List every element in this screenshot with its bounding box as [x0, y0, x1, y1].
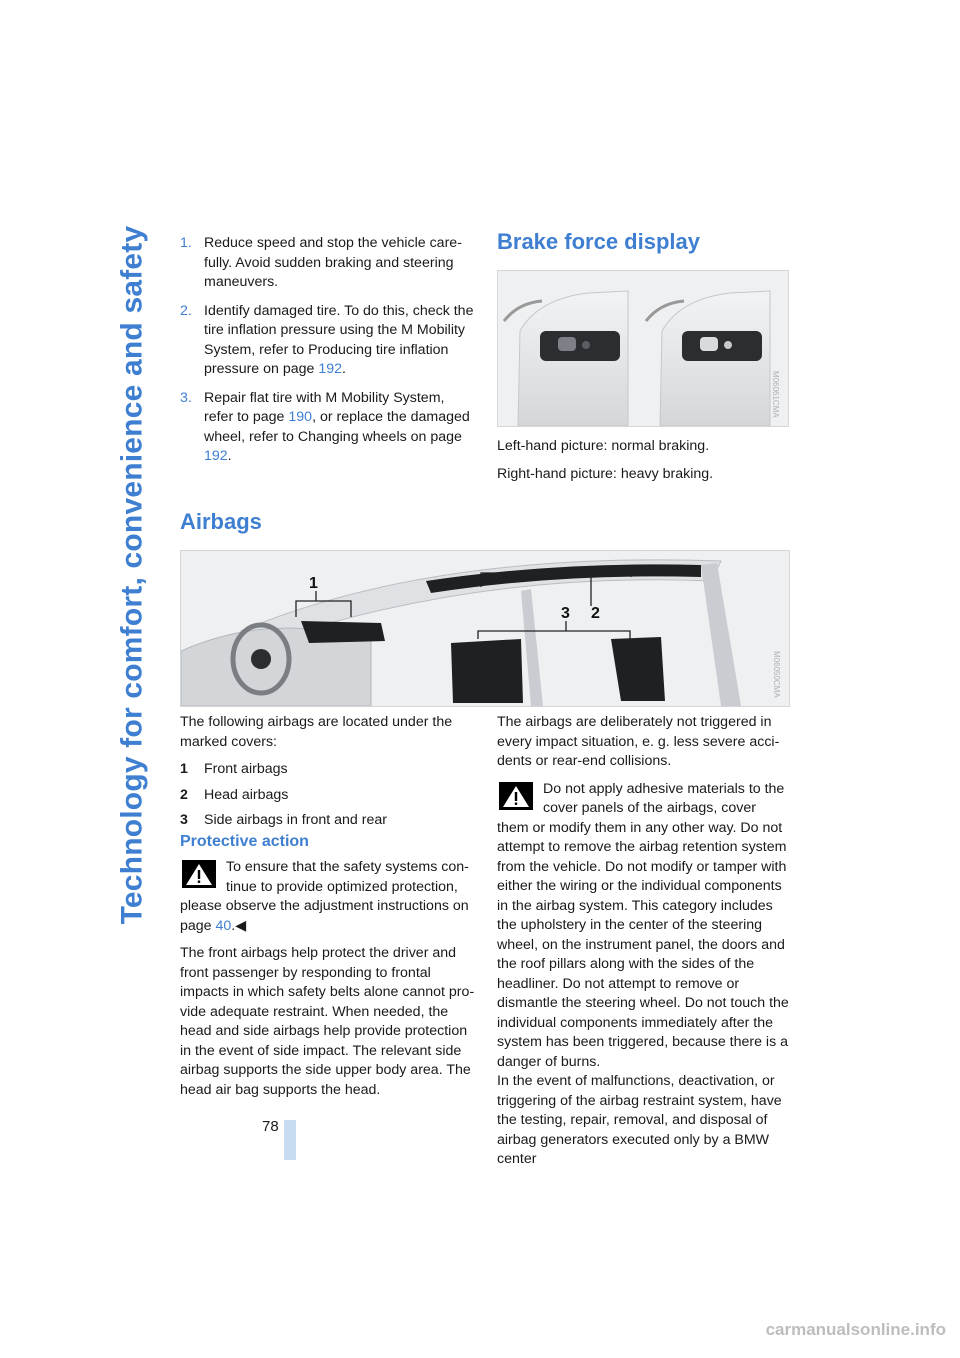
warning-do-not-modify-text: Do not apply adhesive materials to the cover panels of the airbags, cover them or modify them in any other way. Do not attempt to remove the airbag retention system from the vehicle. Do not modify or tamper with either the wiring or the individual components in the airbag system. This category includes the upholstery in the center of the steering wheel, on the instrument panel, the doors and the roof pillars along with the sides of the headliner. Do not attempt to remove or dismantle the steering wheel. Do not touch the individual components immediately after the system has been triggered, because there is a danger of burns.: [497, 780, 789, 1070]
step-number: 3.: [180, 389, 192, 406]
warning-text: .◀: [231, 917, 247, 934]
step-number: 2.: [180, 302, 192, 319]
step-text: .: [342, 361, 346, 377]
warning-adjustment-text: [180, 859, 469, 934]
airbag-callout-2: 2: [591, 605, 600, 622]
step-text: Reduce speed and stop the vehicle carefully. Avoid sudden braking and steering maneuvers.: [204, 235, 462, 290]
legend-item: [180, 811, 476, 831]
legend-label: Head airbags: [204, 786, 289, 803]
protective-action-text: [180, 858, 476, 1108]
legend-label: Front airbags: [204, 761, 288, 777]
page-number: 78: [262, 1118, 279, 1135]
warning-triangle-icon: [182, 860, 216, 888]
warning-adjustment: [180, 858, 476, 936]
legend-item: [180, 760, 476, 780]
airbags-left-column: [180, 713, 476, 837]
warning-text: To ensure that the safety systems continue to provide optimized protection, please observe the adjustment instructions on page: [180, 859, 469, 934]
caption-right: Right-hand picture: heavy braking.: [497, 465, 714, 482]
brake-lights-illustration: [498, 271, 788, 426]
step-item: [180, 234, 476, 293]
front-airbags-paragraph: The front airbags help protect the driver and front passenger by responding to frontal impacts in which safety belts alone cannot provide adequate restraint. When needed, the head and side airbags help provide protection in the event of side impact. The relevant side airbag supports the side upper body area. The head air bag supports the head.: [180, 945, 475, 1098]
legend-label: Side airbags in front and rear: [204, 812, 387, 828]
step-item: [180, 389, 476, 467]
step-page-link[interactable]: 190: [288, 409, 313, 425]
airbags-legend: [180, 760, 476, 831]
brake-figure-id: M06061CMA: [771, 371, 780, 418]
airbags-heading: Airbags: [180, 509, 262, 534]
step-text: , or replace the damaged wheel, refer to Changing wheels on page: [204, 409, 470, 445]
step-number: 1.: [180, 235, 192, 251]
malfunction-paragraph: In the event of malfunctions, deactivation, or triggering of the airbag restraint system, have the testing, repair, removal, and disposal of airbag generators executed only by a BMW center: [497, 1073, 782, 1167]
airbags-right-column: [497, 713, 790, 1178]
not-triggered-paragraph: The airbags are deliberately not triggered in every impact situation, e. g. less severe accidents or rear-end collisions.: [497, 714, 780, 769]
legend-key: 1: [180, 761, 188, 777]
warning-do-not-modify: [497, 780, 790, 1073]
steps-list: [180, 234, 476, 467]
protective-action-heading: Protective action: [180, 833, 309, 850]
watermark: carmanualsonline.info: [765, 1320, 946, 1339]
airbags-intro: The following airbags are located under the marked covers:: [180, 714, 453, 750]
step-page-link[interactable]: 192: [204, 448, 228, 464]
airbag-callout-1: 1: [309, 575, 318, 592]
airbag-callout-3: 3: [561, 605, 570, 622]
step-text: Repair flat tire with M Mobility System, refer to page: [204, 389, 445, 425]
step-item: [180, 302, 476, 380]
legend-key: 2: [180, 786, 188, 803]
warning-triangle-icon: [499, 782, 533, 810]
step-text: Identify damaged tire. To do this, check the tire inflation pressure using the M Mobility System, refer to Producing tire inflation pressure on page: [204, 302, 474, 377]
airbags-cutaway-illustration: [181, 551, 789, 706]
caption-left: Left-hand picture: normal braking.: [497, 438, 710, 454]
airbags-figure: [180, 550, 790, 707]
brake-force-heading: Brake force display: [497, 229, 700, 254]
side-running-title: Technology for comfort, convenience and safety: [115, 225, 148, 925]
legend-key: 3: [180, 812, 188, 828]
page-number-bar: [284, 1120, 296, 1160]
tire-repair-steps: [180, 234, 476, 476]
airbags-figure-id: M06050CMA: [772, 651, 781, 698]
step-text: .: [227, 448, 232, 464]
brake-captions: [497, 437, 787, 492]
step-page-link[interactable]: 192: [318, 361, 343, 377]
legend-item: [180, 786, 476, 806]
brake-force-figure: [497, 270, 789, 427]
warning-page-link[interactable]: 40: [215, 917, 232, 934]
